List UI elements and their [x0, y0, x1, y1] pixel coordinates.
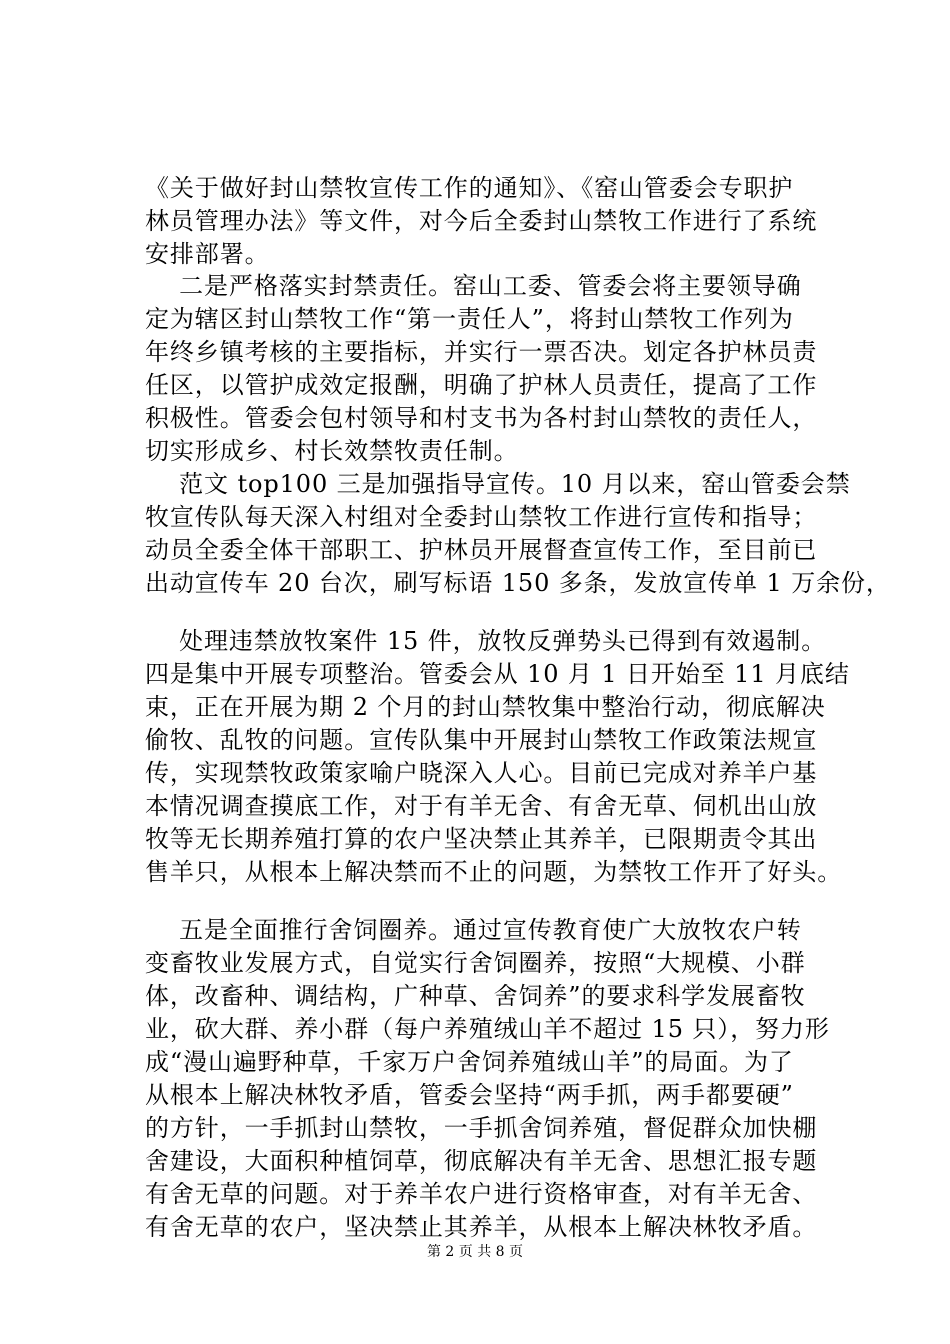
text-line: 二是严格落实封禁责任。窑山工委、管委会将主要领导确 [145, 272, 802, 300]
text-line: 成“漫山遍野种草，千家万户舍饲养殖绒山羊”的局面。为了 [145, 1048, 794, 1076]
text-line: 年终乡镇考核的主要指标，并实行一票否决。划定各护林员责 [145, 338, 818, 366]
text-line: 传，实现禁牧政策家喻户晓深入人心。目前已完成对养羊户基 [145, 759, 818, 787]
text-line: 定为辖区封山禁牧工作“第一责任人”，将封山禁牧工作列为 [145, 305, 794, 333]
text-line: 体，改畜种、调结构，广种草、舍饲养”的要求科学发展畜牧 [145, 982, 806, 1010]
text-line: 牧等无长期养殖打算的农户坚决禁止其养羊，已限期责令其出 [145, 825, 818, 853]
text-line: 任区，以管护成效定报酬，明确了护林人员责任，提高了工作 [145, 371, 818, 399]
text-line: 林员管理办法》等文件，对今后全委封山禁牧工作进行了系统 [145, 207, 818, 235]
text-line: 本情况调查摸底工作，对于有羊无舍、有舍无草、伺机出山放 [145, 792, 818, 820]
text-line: 业，砍大群、养小群（每户养殖绒山羊不超过 15 只），努力形 [145, 1015, 830, 1043]
text-line: 变畜牧业发展方式，自觉实行舍饲圈养，按照“大规模、小群 [145, 949, 806, 977]
text-line: 《关于做好封山禁牧宣传工作的通知》、《窑山管委会专职护 [145, 174, 794, 202]
text-line: 的方针，一手抓封山禁牧，一手抓舍饲养殖，督促群众加快棚 [145, 1114, 818, 1142]
text-line: 牧宣传队每天深入村组对全委封山禁牧工作进行宣传和指导； [145, 503, 818, 531]
page-number: 第 2 页 共 8 页 [426, 1244, 524, 1260]
text-line: 舍建设，大面积种植饲草，彻底解决有羊无舍、思想汇报专题 [145, 1147, 818, 1175]
text-line: 切实形成乡、村长效禁牧责任制。 [145, 437, 519, 465]
text-line: 安排部署。 [145, 240, 270, 268]
text-line: 从根本上解决林牧矛盾，管委会坚持“两手抓，两手都要硬” [145, 1081, 794, 1109]
text-line: 束，正在开展为期 2 个月的封山禁牧集中整治行动，彻底解决 [145, 693, 826, 721]
text-line: 动员全委全体干部职工、护林员开展督查宣传工作，至目前已 [145, 536, 818, 564]
text-line: 范文 top100 三是加强指导宣传。10 月以来，窑山管委会禁 [145, 470, 851, 498]
text-line: 售羊只，从根本上解决禁而不止的问题，为禁牧工作开了好头。 [145, 858, 843, 886]
text-line: 积极性。管委会包村领导和村支书为各村封山禁牧的责任人， [145, 404, 818, 432]
text-line: 有舍无草的问题。对于养羊农户进行资格审查，对有羊无舍、 [145, 1180, 818, 1208]
text-line: 四是集中开展专项整治。管委会从 10 月 1 日开始至 11 月底结 [145, 660, 850, 688]
text-line: 偷牧、乱牧的问题。宣传队集中开展封山禁牧工作政策法规宣 [145, 726, 818, 754]
text-line: 处理违禁放牧案件 15 件，放牧反弹势头已得到有效遏制。 [145, 627, 827, 655]
text-line: 有舍无草的农户，坚决禁止其养羊，从根本上解决林牧矛盾。 [145, 1213, 818, 1241]
text-line: 出动宣传车 20 台次，刷写标语 150 多条，发放宣传单 1 万余份， [145, 569, 891, 597]
text-line: 五是全面推行舍饲圈养。通过宣传教育使广大放牧农户转 [145, 916, 802, 944]
